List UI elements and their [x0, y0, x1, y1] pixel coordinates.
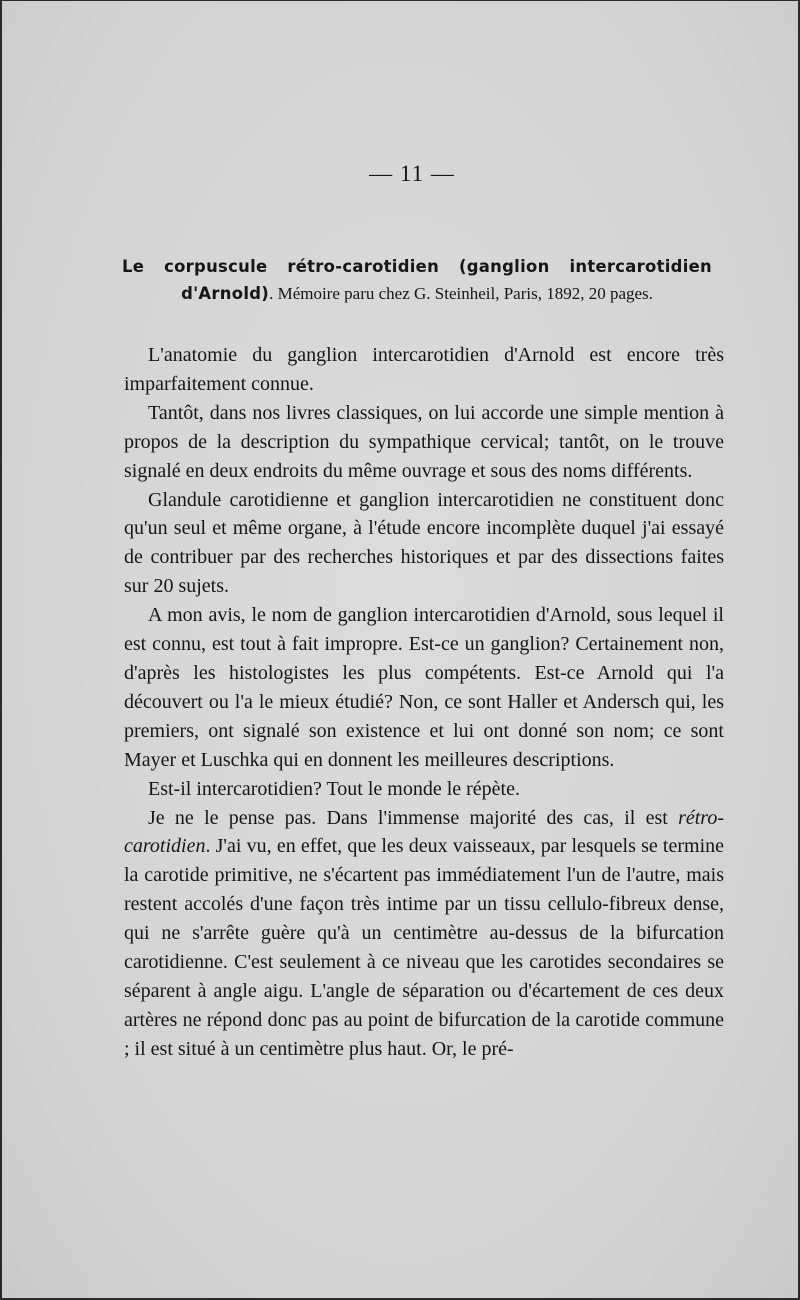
paragraph-6-rest: . J'ai vu, en effet, que les deux vaisseaux, par lesquels se termine la carotide primitive, ne s'écartent pas immédiatement l'un de l'autre, mais restent accolés d'une façon très intime par un tissu cellulo-fibreux dense, qui ne s'arrête guère qu'à un centimètre au-dessus de la bifurcation carotidienne. C'est seulement à ce niveau que les carotides secondaires se séparent à angle aigu. L'angle de séparation ou d'écartement de ces deux artères ne répond donc pas au point de bifurcation de la carotide commune ; il est situé à un centimètre plus haut. Or, le pré-: [124, 835, 724, 1060]
memoir-publication-note: . Mémoire paru chez G. Steinheil, Paris, 1892, 20 pages.: [269, 284, 653, 303]
paragraph-1: L'anatomie du ganglion intercarotidien d'Arnold est encore très imparfaitement connue.: [124, 344, 724, 395]
memoir-title: Le corpuscule rétro-carotidien (ganglion intercarotidien d'Arnold): [122, 257, 712, 303]
book-page: [2, 1, 798, 1298]
paragraph-6: [124, 804, 724, 1064]
paragraph-2: Tantôt, dans nos livres classiques, on lui accorde une simple mention à propos de la description du sympathique cervical; tantôt, on le trouve signalé en deux endroits du même ouvrage et sous des noms différents.: [124, 401, 724, 482]
paragraph-5: Est-il intercarotidien? Tout le monde le répète.: [148, 777, 520, 800]
body-text: [124, 341, 724, 1064]
paragraph-6-start: Je ne le pense pas. Dans l'immense majorité des cas, il est: [148, 806, 679, 829]
paragraph-4: A mon avis, le nom de ganglion intercarotidien d'Arnold, sous lequel il est connu, est tout à fait impropre. Est-ce un ganglion? Certainement non, d'après les histologistes les plus compétents. Est-ce Arnold qui l'a découvert ou l'a le mieux étudié? Non, ce sont Haller et Andersch qui, les premiers, ont signalé son existence et lui ont donné son nom; ce sont Mayer et Luschka qui en donnent les meilleures descriptions.: [124, 604, 724, 771]
memoir-heading: [122, 253, 712, 307]
page-number: — 11 —: [369, 161, 455, 186]
paragraph-3: Glandule carotidienne et ganglion intercarotidien ne constituent donc qu'un seul et même organe, à l'étude encore incomplète duquel j'ai essayé de contribuer par des recherches historiques et par des dissections faites sur 20 sujets.: [124, 488, 724, 598]
paragraph-6-italic-term: rétro-carotidien: [124, 806, 724, 858]
